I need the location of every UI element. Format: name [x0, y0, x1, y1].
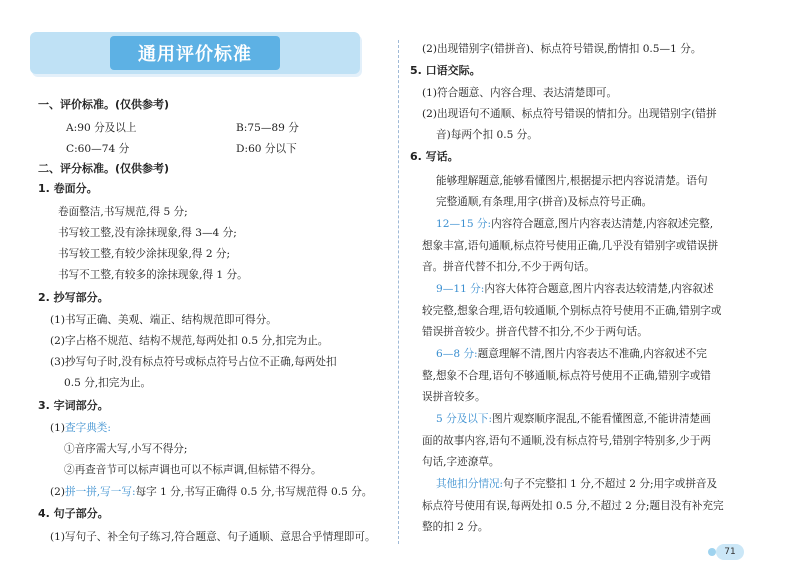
text-line: (3)抄写句子时,没有标点符号或标点符号占位不正确,每两处扣 — [50, 356, 337, 368]
text-line: 0.5 分,扣完为止。 — [64, 377, 152, 389]
text-line: 音。拼音代替不扣分,不少于两句话。 — [422, 261, 595, 273]
line-text: 句子不完整扣 1 分,不超过 2 分;用字或拼音及 — [503, 478, 718, 490]
text-line: 音)每两个扣 0.5 分。 — [436, 129, 538, 141]
left-column — [38, 0, 388, 574]
text-line — [436, 347, 796, 361]
text-line: 整,想象不合理,语句不够通顺,标点符号使用不正确,错别字或错 — [422, 370, 711, 382]
text-line — [50, 421, 111, 435]
text-line — [436, 282, 796, 296]
text-line: 想象丰富,语句通顺,标点符号使用正确,几乎没有错别字或错误拼 — [422, 240, 719, 252]
text-line: 面的故事内容,语句不通顺,没有标点符号,错别字特别多,少于两 — [422, 435, 711, 447]
text-line: 能够理解题意,能够看懂图片,根据提示把内容说清楚。语句 — [436, 175, 708, 187]
text-line — [436, 217, 796, 231]
highlight-label: 5 分及以下: — [436, 413, 493, 425]
text-line: B:75—89 分 — [236, 122, 299, 134]
line-text: 图片观察顺序混乱,不能看懂图意,不能讲清楚画 — [492, 413, 711, 425]
text-line: (2)出现语句不通顺、标点符号错误的情扣分。出现错别字(错拼 — [422, 108, 717, 120]
section-heading: 1. 卷面分。 — [38, 182, 98, 195]
item-prefix: (1) — [50, 422, 66, 434]
text-line: 错误拼音较少。拼音代替不扣分,不少于两句话。 — [422, 326, 648, 338]
highlight-label: 9—11 分: — [436, 283, 485, 295]
text-line: (2)字占格不规范、结构不规范,每两处扣 0.5 分,扣完为止。 — [50, 335, 329, 347]
item-prefix: (2) — [50, 486, 66, 498]
text-line — [436, 412, 796, 426]
text-line: ②再查音节可以标声调也可以不标声调,但标错不得分。 — [64, 464, 322, 476]
text-line: 书写较工整,有较少涂抹现象,得 2 分; — [58, 248, 231, 260]
text-line: (1)书写正确、美观、端正、结构规范即可得分。 — [50, 314, 277, 326]
highlight-label: 查字典类: — [65, 422, 111, 434]
text-line: (1)符合题意、内容合理、表达清楚即可。 — [422, 87, 618, 99]
text-line: ①音序需大写,小写不得分; — [64, 443, 188, 455]
highlight-label: 其他扣分情况: — [436, 478, 504, 490]
text-line: 句话,字迹潦草。 — [422, 456, 500, 468]
text-line: 书写较工整,没有涂抹现象,得 3—4 分; — [58, 227, 237, 239]
line-text: 题意理解不清,图片内容表达不准确,内容叙述不完 — [477, 348, 707, 360]
text-line: 标点符号使用有误,每两处扣 0.5 分,不超过 2 分;题目没有补充完 — [422, 500, 724, 512]
page-number: 71 — [716, 544, 744, 560]
text-line: C:60—74 分 — [66, 143, 130, 155]
section-heading: 2. 抄写部分。 — [38, 291, 109, 304]
text-line: D:60 分以下 — [236, 143, 297, 155]
text-line: 完整通顺,有条理,用字(拼音)及标点符号正确。 — [436, 196, 653, 208]
right-column — [410, 0, 780, 574]
highlight-label: 6—8 分: — [436, 348, 478, 360]
section-heading: 6. 写话。 — [410, 150, 459, 163]
line-text: 每字 1 分,书写正确得 0.5 分,书写规范得 0.5 分。 — [135, 486, 373, 498]
line-text: 内容大体符合题意,图片内容表达较清楚,内容叙述 — [484, 283, 714, 295]
page-title: 通用评价标准 — [110, 36, 280, 70]
section-heading: 4. 句子部分。 — [38, 507, 109, 520]
section-heading: 二、评分标准。(仅供参考) — [38, 162, 170, 175]
text-line — [436, 477, 796, 491]
text-line: 卷面整洁,书写规范,得 5 分; — [58, 206, 188, 218]
section-heading: 一、评价标准。(仅供参考) — [38, 98, 170, 111]
column-divider — [398, 40, 399, 544]
highlight-label: 12—15 分: — [436, 218, 492, 230]
highlight-label: 拼一拼,写一写: — [65, 486, 136, 498]
text-line: A:90 分及以上 — [66, 122, 137, 134]
text-line: (1)写句子、补全句子练习,符合题意、句子通顺、意思合乎情理即可。 — [50, 531, 376, 543]
section-heading: 3. 字词部分。 — [38, 399, 109, 412]
text-line: 较完整,想象合理,语句较通顺,个别标点符号使用不正确,错别字或 — [422, 305, 722, 317]
text-line: 书写不工整,有较多的涂抹现象,得 1 分。 — [58, 269, 248, 281]
text-line: 整的扣 2 分。 — [422, 521, 489, 533]
text-line — [50, 485, 372, 499]
text-line: 误拼音较多。 — [422, 391, 486, 403]
line-text: 内容符合题意,图片内容表达清楚,内容叙述完整, — [491, 218, 714, 230]
text-line: (2)出现错别字(错拼音)、标点符号错误,酌情扣 0.5—1 分。 — [422, 43, 702, 55]
section-heading: 5. 口语交际。 — [410, 64, 481, 77]
